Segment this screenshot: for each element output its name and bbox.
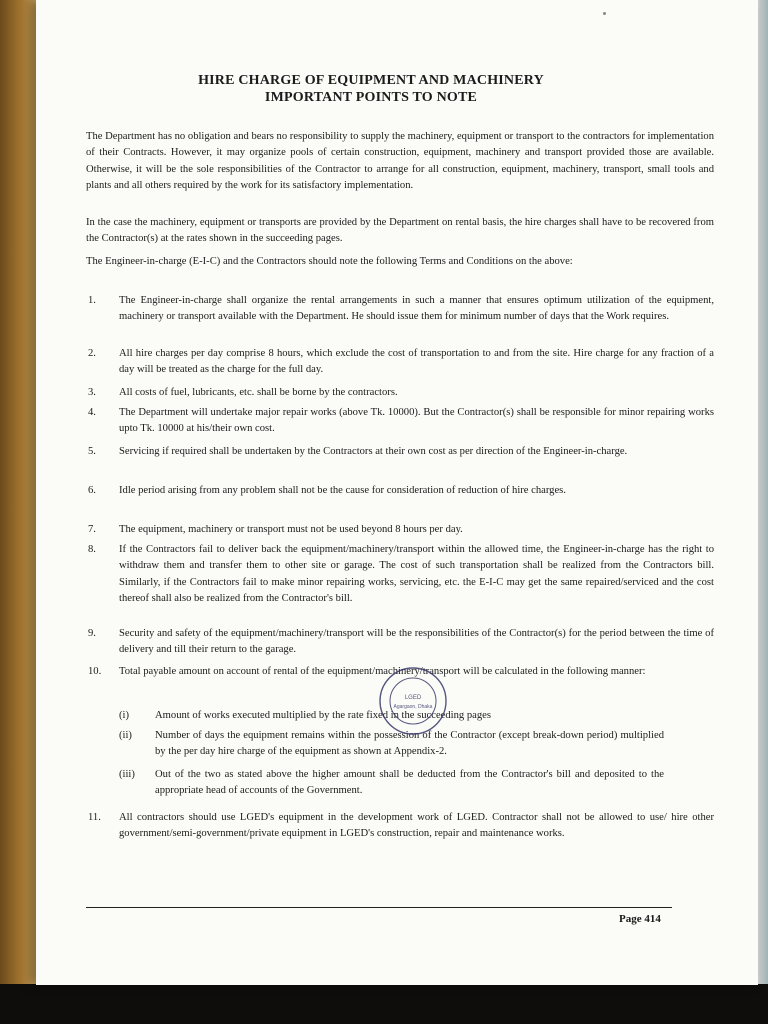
item-number: 5. bbox=[88, 446, 96, 457]
svg-text:Agargaon, Dhaka: Agargaon, Dhaka bbox=[393, 704, 433, 710]
item-text: The Engineer-in-charge shall organize the rental arrangements in such a manner that ensures optimum utilization of the equipment, machinery or transport available with the Department. He should issue them for minimum number of days that the Work requires. bbox=[119, 295, 714, 323]
title-line-1: HIRE CHARGE OF EQUIPMENT AND MACHINERY bbox=[198, 73, 544, 88]
page-title bbox=[36, 72, 706, 106]
sub-item-text: Amount of works executed multiplied by the rate fixed in the succeeding pages bbox=[155, 710, 491, 721]
terms-paragraph: The Engineer-in-charge (E-I-C) and the Contractors should note the following Terms and Conditions on the above: bbox=[86, 256, 573, 267]
item-text: Total payable amount on account of rental of the equipment/machinery/transport will be calculated in the following manner: bbox=[119, 666, 646, 677]
item-text: Idle period arising from any problem shall not be the cause for consideration of reduction of hire charges. bbox=[119, 485, 566, 496]
scan-speck bbox=[603, 12, 606, 15]
intro-paragraph: The Department has no obligation and bears no responsibility to supply the machinery, equipment or transport to the contractors for implementation of their Contracts. However, it may organize pools of certain construction, equipment, machinery and transport provided those are available. Otherwise, it will be the sole responsibilities of the Contractor to arrange for all construction, equipment, machinery, transport, small tools and plants and all others required by the work for its satisfactory implementation. bbox=[86, 131, 714, 191]
item-text: All costs of fuel, lubricants, etc. shall be borne by the contractors. bbox=[119, 387, 398, 398]
footer-rule bbox=[86, 907, 672, 908]
item-number: 1. bbox=[88, 295, 96, 306]
sub-item-text: Number of days the equipment remains within the possession of the Contractor (except break-down period) multiplied by the per day hire charge of the equipment as shown at Appendix-2. bbox=[155, 730, 664, 758]
item-text: All contractors should use LGED's equipment in the development work of LGED. Contractor shall not be allowed to use/ hire other government/semi-government/private equipment in LGED's construction, repair and maintenance works. bbox=[119, 812, 714, 840]
sub-item-number: (i) bbox=[119, 710, 129, 721]
item-number: 7. bbox=[88, 524, 96, 535]
item-number: 8. bbox=[88, 544, 96, 555]
item-text: The equipment, machinery or transport must not be used beyond 8 hours per day. bbox=[119, 524, 463, 535]
svg-text:LGED: LGED bbox=[404, 695, 422, 701]
document-page bbox=[36, 0, 758, 985]
item-number: 10. bbox=[88, 666, 102, 677]
item-text: Servicing if required shall be undertaken by the Contractors at their own cost as per direction of the Engineer-in-charge. bbox=[119, 446, 628, 457]
item-text: If the Contractors fail to deliver back the equipment/machinery/transport within the allowed time, the Engineer-in-charge has the right to withdraw them and transfer them to other site or garage. The cost of such transportation shall be realized from the Contractors bill. Similarly, if the Contractors fail to make minor repairing works, servicing, etc. the E-I-C may get the same repaired/serviced and the cost thereof shall also be realized from the Contractor's bill. bbox=[119, 544, 714, 604]
item-number: 2. bbox=[88, 348, 96, 359]
item-number: 4. bbox=[88, 407, 96, 418]
sub-item-number: (iii) bbox=[119, 769, 135, 780]
sub-item-text: Out of the two as stated above the higher amount shall be deducted from the Contractor's bill and deposited to the appropriate head of accounts of the Government. bbox=[155, 769, 664, 797]
scan-background bbox=[0, 984, 768, 1024]
item-text: All hire charges per day comprise 8 hours, which exclude the cost of transportation to and from the site. Hire charge for any fraction of a day will be treated as the charge for the full day. bbox=[119, 348, 714, 376]
sub-item-number: (ii) bbox=[119, 730, 132, 741]
item-number: 9. bbox=[88, 628, 96, 639]
item-number: 6. bbox=[88, 485, 96, 496]
item-text: Security and safety of the equipment/machinery/transport will be the responsibilities of the Contractor(s) for the period between the time of delivery and till their return to the garage. bbox=[119, 628, 714, 656]
title-line-2: IMPORTANT POINTS TO NOTE bbox=[264, 90, 478, 105]
page-number: Page 414 bbox=[619, 913, 661, 925]
office-seal-stamp bbox=[378, 666, 448, 736]
item-number: 11. bbox=[88, 812, 101, 823]
item-text: The Department will undertake major repair works (above Tk. 10000). But the Contractor(s) shall be responsible for minor repairing works upto Tk. 10000 at his/their own cost. bbox=[119, 407, 714, 435]
item-number: 3. bbox=[88, 387, 96, 398]
rental-paragraph: In the case the machinery, equipment or transports are provided by the Department on rental basis, the hire charges shall have to be recovered from the Contractor(s) at the rates shown in the succeeding pages. bbox=[86, 217, 714, 245]
